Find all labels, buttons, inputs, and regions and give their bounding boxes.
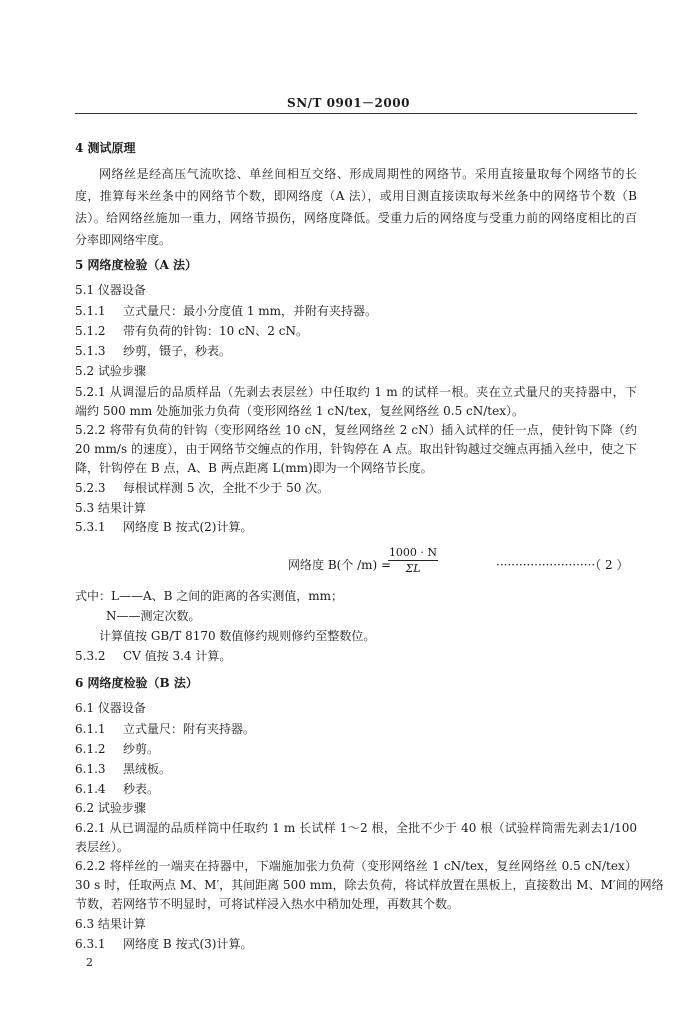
- formula-2-reference: ··························（ 2 ）: [496, 558, 629, 572]
- clause-5-2-2-line: 降，针钩停在 B 点，A、B 两点距离 L(mm)即为一个网络节长度。: [75, 461, 433, 475]
- clause-number: 5.1.1: [75, 304, 106, 318]
- page-number: 2: [86, 956, 93, 969]
- clause-number: 5.1.3: [75, 344, 106, 358]
- section-4-para-line: 网络丝是经高压气流吹捻、单丝间相互交络、形成周期性的网络节。采用直接量取每个网络节的长: [99, 167, 637, 181]
- clause-6-3: 6.3 结果计算: [75, 917, 146, 931]
- clause-5-1-2: [75, 323, 308, 339]
- formula-where-line: 式中：L——A、B 之间的距离的各实测值，mm；: [75, 589, 344, 603]
- clause-number: 5.1.2: [75, 324, 106, 338]
- clause-text: 纱剪，镊子，秒表。: [123, 344, 232, 358]
- clause-number: 6.1.2: [75, 742, 106, 756]
- clause-5-3: 5.3 结果计算: [75, 501, 146, 515]
- clause-5-2-1-line: 5.2.1 从调湿后的品质样品（先剥去表层丝）中任取约 1 m 的试样一根。夹在立式量尺的夹持器中，下: [75, 385, 637, 399]
- formula-where-line: N——测定次数。: [106, 609, 201, 623]
- section-4-para-line: 法）。给网络丝施加一重力，网络节损伤，网络度降低。受重力后的网络度与受重力前的网络度相比的百: [75, 211, 637, 225]
- clause-5-2-1-line: 端约 500 mm 处施加张力负荷（变形网络丝 1 cN/tex，复丝网络丝 0.5 cN/tex）。: [75, 404, 524, 418]
- formula-left-side: 网络度 B(个 /m) =: [288, 558, 392, 572]
- clause-text: 带有负荷的针钩：10 cN、2 cN。: [123, 324, 308, 338]
- clause-5-1: 5.1 仪器设备: [75, 283, 146, 297]
- clause-6-2-2-line: 6.2.2 将样丝的一端夹在持器中，下端施加张力负荷（变形网络丝 1 cN/tex，复丝网络丝 0.5 cN/tex）: [75, 859, 637, 873]
- rounding-note: 计算值按 GB/T 8170 数值修约规则修约至整数位。: [99, 629, 376, 643]
- clause-6-2-1-line: 表层丝）。: [75, 840, 130, 854]
- clause-number: 6.1.4: [75, 782, 106, 796]
- clause-text: 网络度 B 按式(3)计算。: [123, 937, 253, 951]
- clause-text: 网络度 B 按式(2)计算。: [123, 520, 253, 534]
- clause-5-3-2: [75, 648, 231, 664]
- clause-6-3-1: [75, 936, 252, 952]
- section-5-heading: 5 网络度检验（A 法）: [75, 258, 198, 272]
- clause-text: 立式量尺：最小分度值 1 mm，并附有夹持器。: [123, 304, 378, 318]
- clause-6-1-4: [75, 781, 159, 797]
- clause-5-2-2-line: 5.2.2 将带有负荷的针钩（变形网络丝 10 cN，复丝网络丝 2 cN）插入试样的任一点，使针钩下降（约: [75, 423, 637, 437]
- section-4-para-line: 分率即网络牢度。: [75, 233, 172, 247]
- clause-text: CV 值按 3.4 计算。: [123, 649, 232, 663]
- standard-code-header: SN/T 0901－2000: [287, 96, 410, 110]
- clause-number: 6.1.3: [75, 762, 106, 776]
- formula-fraction: [388, 546, 438, 575]
- clause-text: 每根试样测 5 次，全批不少于 50 次。: [123, 481, 330, 495]
- clause-6-1: 6.1 仪器设备: [75, 701, 146, 715]
- clause-6-2-2-line: 节数，若网络节不明显时，可将试样浸入热水中稍加处理，再数其个数。: [75, 897, 460, 911]
- clause-number: 6.1.1: [75, 722, 106, 736]
- clause-6-2-2-line: 30 s 时，任取两点 M、M′，其间距离 500 mm，除去负荷，将试样放置在黑板上，直接数出 M、M′间的网络: [75, 878, 664, 892]
- clause-6-1-3: [75, 761, 171, 777]
- clause-5-3-1: [75, 519, 252, 535]
- clause-text: 黑绒板。: [123, 762, 172, 776]
- clause-number: 5.3.2: [75, 649, 106, 663]
- formula-numerator: 1000 · N: [388, 546, 438, 559]
- clause-6-1-2: [75, 741, 159, 757]
- header-rule: [75, 113, 637, 114]
- clause-text: 纱剪。: [123, 742, 160, 756]
- clause-number: 5.2.3: [75, 481, 106, 495]
- clause-text: 立式量尺：附有夹持器。: [123, 722, 256, 736]
- clause-5-2: 5.2 试验步骤: [75, 364, 146, 378]
- clause-6-2: 6.2 试验步骤: [75, 801, 146, 815]
- clause-5-2-2-line: 20 mm/s 的速度），由于网络节交缠点的作用，针钩停在 A 点。取出针钩越过交缠点再插入丝中，使之下: [75, 442, 637, 456]
- clause-5-1-3: [75, 343, 231, 359]
- clause-number: 6.3.1: [75, 937, 106, 951]
- section-4-para-line: 度，推算每米丝条中的网络节个数，即网络度（A 法），或用目测直接读取每米丝条中的网络节个数（B: [75, 189, 637, 203]
- clause-number: 5.3.1: [75, 520, 106, 534]
- clause-6-2-1-line: 6.2.1 从已调湿的品质样筒中任取约 1 m 长试样 1～2 根，全批不少于 40 根（试验样筒需先剥去1/100: [75, 821, 637, 835]
- clause-5-2-3: [75, 480, 329, 496]
- clause-6-1-1: [75, 721, 255, 737]
- clause-text: 秒表。: [123, 782, 160, 796]
- section-6-heading: 6 网络度检验（B 法）: [75, 676, 198, 690]
- clause-5-1-1: [75, 303, 377, 319]
- formula-denominator: ΣL: [405, 562, 421, 575]
- section-4-heading: 4 测试原理: [75, 141, 136, 155]
